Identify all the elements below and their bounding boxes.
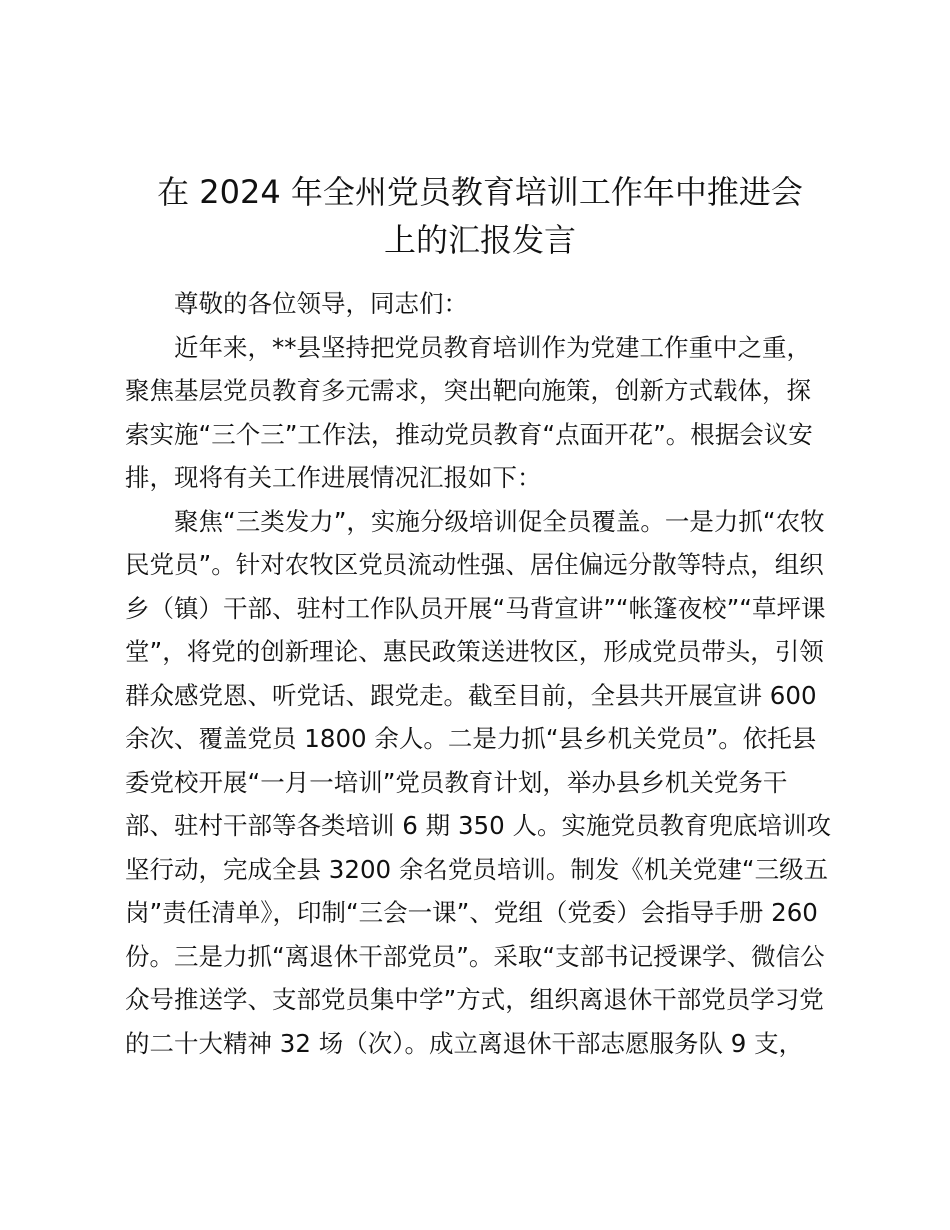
body-line: 余次、覆盖党员 1800 余人。二是力抓“县乡机关党员”。依托县 (125, 724, 817, 753)
body-line: 聚焦基层党员教育多元需求，突出靶向施策，创新方式载体，探 (125, 376, 811, 405)
document-title (125, 168, 835, 264)
body-line: 岗”责任清单》，印制“三会一课”、党组（党委）会指导手册 260 (125, 898, 818, 927)
body-line: 聚焦“三类发力”，实施分级培训促全员覆盖。一是力抓“农牧 (174, 506, 825, 536)
title-line-1: 在 2024 年全州党员教育培训工作年中推进会 (157, 173, 803, 211)
body-line: 乡（镇）干部、驻村工作队员开展“马背宣讲”“帐篷夜校”“草坪课 (125, 593, 826, 623)
body-line: 民党员”。针对农牧区党员流动性强、居住偏远分散等特点，组织 (125, 550, 824, 579)
body-line: 群众感党恩、听党话、跟党走。截至目前，全县共开展宣讲 600 (125, 680, 817, 710)
body-line: 堂”，将党的创新理论、惠民政策送进牧区，形成党员带头，引领 (125, 637, 824, 666)
body-line: 众号推送学、支部党员集中学”方式，组织离退休干部党员学习党 (125, 985, 824, 1014)
body-line: 份。三是力抓“离退休干部党员”。采取“支部书记授课学、微信公 (125, 941, 825, 971)
body-line: 坚行动，完成全县 3200 余名党员培训。制发《机关党建“三级五 (125, 854, 829, 884)
document-body (125, 282, 837, 1065)
body-line: 部、驻村干部等各类培训 6 期 350 人。实施党员教育兜底培训攻 (125, 811, 831, 840)
title-line-2: 上的汇报发言 (383, 221, 576, 259)
body-line: 近年来，**县坚持把党员教育培训作为党建工作重中之重， (174, 332, 811, 362)
body-line: 尊敬的各位领导，同志们： (174, 289, 468, 318)
body-line: 索实施“三个三”工作法，推动党员教育“点面开花”。根据会议安 (125, 419, 813, 449)
body-line: 排，现将有关工作进展情况汇报如下： (125, 463, 542, 492)
body-line: 的二十大精神 32 场（次）。成立离退休干部志愿服务队 9 支， (125, 1028, 804, 1058)
body-line: 委党校开展“一月一培训”党员教育计划，举办县乡机关党务干 (125, 767, 788, 797)
